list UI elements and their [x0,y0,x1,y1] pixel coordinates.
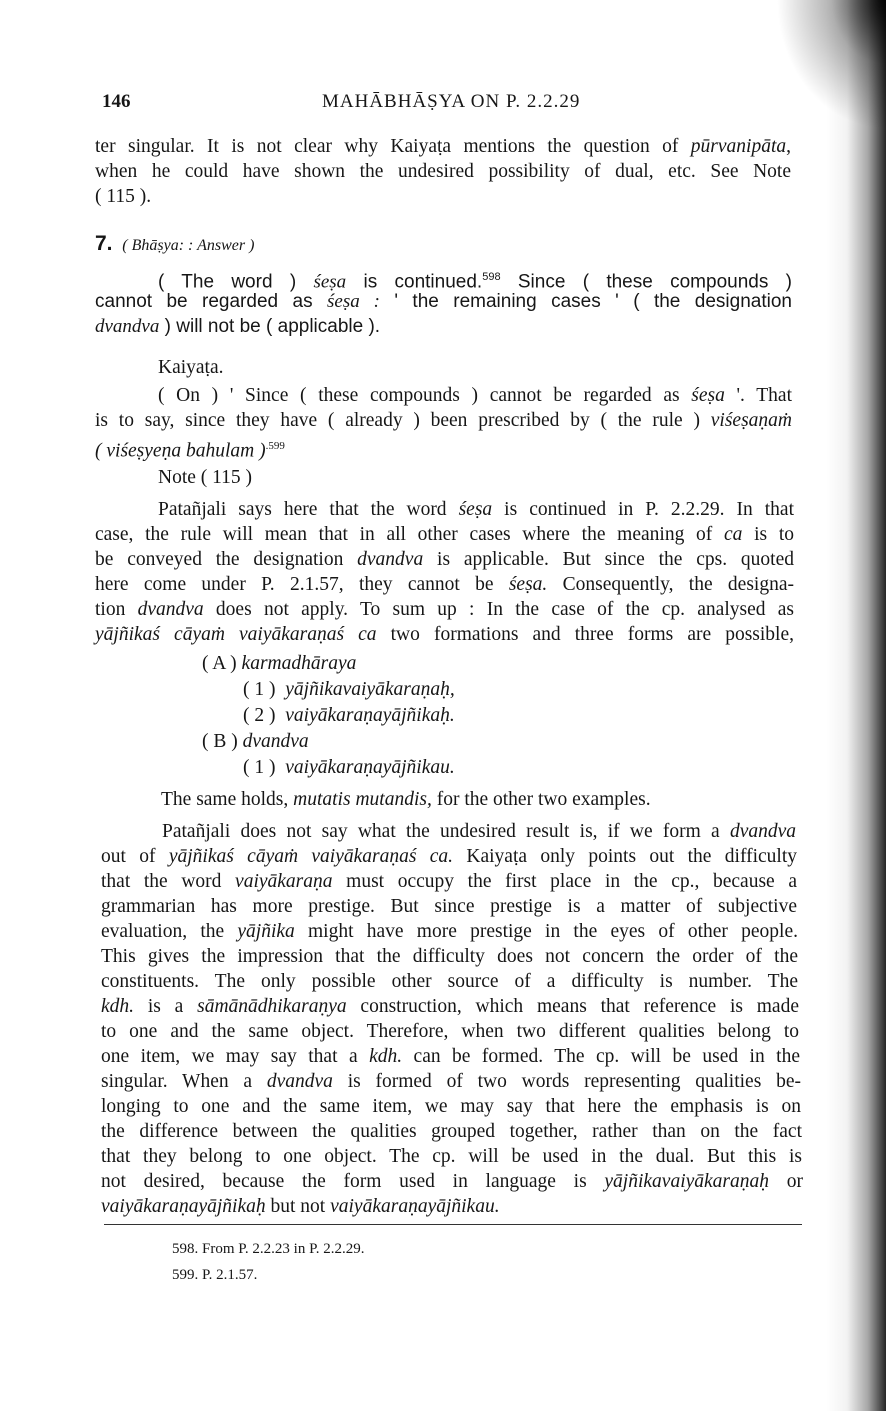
kaiyata-line: is to say, since they have ( already ) been prescribed by ( the rule ) viśeṣaṇaṁ [95,410,792,431]
footnote-599: 599. P. 2.1.57. [172,1267,258,1283]
footnote-598: 598. From P. 2.2.23 in P. 2.2.29. [172,1241,365,1257]
note-line: tion dvandva does not apply. To sum up : In the case of the cp. analysed as [95,599,794,620]
text-line: ( 115 ). [95,186,152,207]
kaiyata-heading: Kaiyaṭa. [158,357,224,378]
text-line: ter singular. It is not clear why Kaiyaṭa mentions the question of pūrvanipāta, [95,136,791,157]
note-line: the difference between the qualities grouped together, rather than on the fact [101,1121,802,1142]
note-line: kdh. is a sāmānādhikaraṇya construction, which means that reference is made [101,996,799,1017]
note-line: that the word vaiyākaraṇa must occupy the first place in the cp., because a [101,871,797,892]
note-line: grammarian has more prestige. But since prestige is a matter of subjective [101,896,797,917]
list-item: ( 1 ) vaiyākaraṇayājñikau. [243,757,455,778]
page-number: 146 [102,91,131,112]
note-line: one item, we may say that a kdh. can be formed. The cp. will be used in the [101,1046,800,1067]
note-line: evaluation, the yājñika might have more prestige in the eyes of other people. [101,921,798,942]
bhasya-line: cannot be regarded as śeṣa : ' the remaining cases ' ( the designation [95,291,792,312]
list-item: ( A ) karmadhāraya [202,653,357,674]
section-heading: 7. ( Bhāṣya: : Answer ) [95,232,255,255]
running-title: MAHĀBHĀṢYA ON P. 2.2.29 [322,91,581,112]
note-heading: Note ( 115 ) [158,467,253,488]
kaiyata-line: ( viśeṣyeṇa bahulam )$^{.599}$ [95,440,285,462]
note-line: This gives the impression that the difficulty does not concern the order of the [101,946,798,967]
book-spine-shadow [826,0,886,1411]
note-line: case, the rule will mean that in all other cases where the meaning of ca is to [95,524,794,545]
text-line: when he could have shown the undesired possibility of dual, etc. See Note [95,161,791,182]
note-line: yājñikaś cāyaṁ vaiyākaraṇaś ca two formations and three forms are possible, [95,624,795,645]
list-item: ( 2 ) vaiyākaraṇayājñikaḥ. [243,705,455,726]
note-line: not desired, because the form used in language is yājñikavaiyākaraṇaḥ or [101,1171,804,1192]
footnote-rule [104,1224,802,1225]
note-line: vaiyākaraṇayājñikaḥ but not vaiyākaraṇayājñikau. [101,1196,500,1217]
note-line: Patañjali says here that the word śeṣa is continued in P. 2.2.29. In that [158,499,794,520]
bhasya-line: ( The word ) śeṣa is continued.$^{598}$ Since ( these compounds ) [158,271,792,293]
note-line: Patañjali does not say what the undesired result is, if we form a dvandva [162,821,796,842]
note-line: that they belong to one object. The cp. will be used in the dual. But this is [101,1146,802,1167]
note-line: The same holds, mutatis mutandis, for the other two examples. [161,789,651,810]
kaiyata-line: ( On ) ' Since ( these compounds ) cannot be regarded as śeṣa '. That [158,385,792,406]
note-line: here come under P. 2.1.57, they cannot be śeṣa. Consequently, the designa- [95,574,794,595]
bhasya-line: dvandva ) will not be ( applicable ). [95,316,381,337]
note-line: out of yājñikaś cāyaṁ vaiyākaraṇaś ca. Kaiyaṭa only points out the difficulty [101,846,797,867]
corner-shadow [776,0,886,130]
note-line: constituents. The only possible other source of a difficulty is number. The [101,971,798,992]
note-line: to one and the same object. Therefore, when two different qualities belong to [101,1021,799,1042]
note-line: be conveyed the designation dvandva is applicable. But since the cps. quoted [95,549,794,570]
list-item: ( 1 ) yājñikavaiyākaraṇaḥ, [243,679,455,700]
note-line: singular. When a dvandva is formed of two words representing qualities be- [101,1071,801,1092]
note-line: longing to one and the same item, we may say that here the emphasis is on [101,1096,801,1117]
list-item: ( B ) dvandva [202,731,309,752]
